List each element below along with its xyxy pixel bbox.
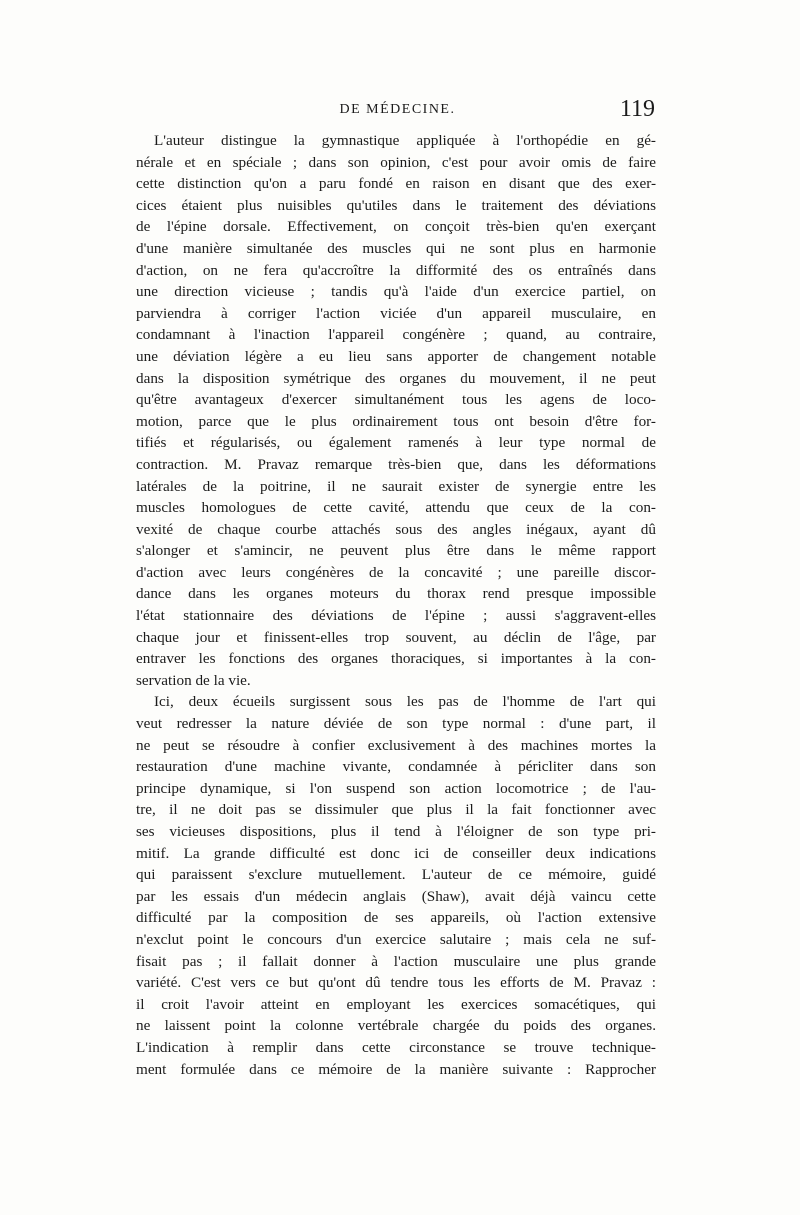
text-line: ne laissent point la colonne vertébrale chargée du poids des organes. xyxy=(136,1017,656,1035)
text-line: Ici, deux écueils surgissent sous les pas de l'homme de l'art qui xyxy=(154,693,656,711)
text-line: ne peut se résoudre à confier exclusivement à des machines mortes la xyxy=(136,736,656,754)
text-line: ment formulée dans ce mémoire de la manière suivante : Rapprocher xyxy=(136,1060,656,1078)
text-line: chaque jour et finissent-elles trop souvent, au déclin de l'âge, par xyxy=(136,628,656,646)
text-line: une déviation légère a eu lieu sans apporter de changement notable xyxy=(136,347,656,365)
text-line: motion, parce que le plus ordinairement tous ont besoin d'être for- xyxy=(136,412,656,430)
text-line: cette distinction qu'on a paru fondé en raison en disant que des exer- xyxy=(136,175,656,193)
text-line: contraction. M. Pravaz remarque très-bien que, dans les déformations xyxy=(136,455,656,473)
text-line: s'alonger et s'amincir, ne peuvent plus être dans le même rapport xyxy=(136,542,656,560)
text-line: dance dans les organes moteurs du thorax rend presque impossible xyxy=(136,585,656,603)
text-line: restauration d'une machine vivante, condamnée à péricliter dans son xyxy=(136,758,656,776)
text-line: d'action, on ne fera qu'accroître la difformité des os entraînés dans xyxy=(136,261,656,279)
text-line: variété. C'est vers ce but qu'ont dû tendre tous les efforts de M. Pravaz : xyxy=(136,974,656,992)
text-line: qui paraissent s'exclure mutuellement. L'auteur de ce mémoire, guidé xyxy=(136,866,656,884)
text-line: servation de la vie. xyxy=(136,671,251,689)
text-line: d'une manière simultanée des muscles qui ne sont plus en harmonie xyxy=(136,239,656,257)
text-line: parviendra à corriger l'action viciée d'un appareil musculaire, en xyxy=(136,304,656,322)
text-line: muscles homologues de cette cavité, attendu que ceux de la con- xyxy=(136,499,656,517)
text-line: L'indication à remplir dans cette circonstance se trouve technique- xyxy=(136,1038,656,1056)
text-line: tifiés et régularisés, ou également ramenés à leur type normal de xyxy=(136,434,656,452)
running-title: DE MÉDECINE. xyxy=(339,102,456,117)
text-line: principe dynamique, si l'on suspend son action locomotrice ; de l'au- xyxy=(136,779,656,797)
text-line: nérale et en spéciale ; dans son opinion, c'est pour avoir omis de faire xyxy=(136,153,656,171)
text-line: fisait pas ; il fallait donner à l'action musculaire une plus grande xyxy=(136,952,656,970)
text-line: mitif. La grande difficulté est donc ici de conseiller deux indications xyxy=(136,844,656,862)
text-line: veut redresser la nature déviée de son type normal : d'une part, il xyxy=(136,715,656,733)
text-line: L'auteur distingue la gymnastique appliquée à l'orthopédie en gé- xyxy=(154,132,656,149)
text-line: par les essais d'un médecin anglais (Shaw), avait déjà vaincu cette xyxy=(136,887,656,905)
text-line: entraver les fonctions des organes thoraciques, si importantes à la con- xyxy=(136,650,656,668)
text-line: ses vicieuses dispositions, plus il tend à l'éloigner de son type pri- xyxy=(136,823,656,840)
text-line: de l'épine dorsale. Effectivement, on conçoit très-bien qu'en exerçant xyxy=(136,218,656,236)
text-line: tre, il ne doit pas se dissimuler que plus il la fait fonctionner avec xyxy=(136,801,656,819)
text-line: vexité de chaque courbe attachés sous des angles inégaux, ayant dû xyxy=(136,520,656,538)
body-text xyxy=(136,130,656,1080)
text-line: dans la disposition symétrique des organes du mouvement, il ne peut xyxy=(136,369,656,387)
text-line: d'action avec leurs congénères de la concavité ; une pareille discor- xyxy=(136,563,656,581)
text-line: qu'être avantageux d'exercer simultanément tous les agens de loco- xyxy=(136,391,656,409)
text-line: une direction vicieuse ; tandis qu'à l'aide d'un exercice partiel, on xyxy=(136,283,656,301)
text-line: difficulté par la composition de ses appareils, où l'action extensive xyxy=(136,909,656,927)
text-line: il croit l'avoir atteint en employant les exercices somacétiques, qui xyxy=(136,995,656,1013)
text-line: n'exclut point le concours d'un exercice salutaire ; mais cela ne suf- xyxy=(136,930,656,948)
text-line: cices étaient plus nuisibles qu'utiles dans le traitement des déviations xyxy=(136,196,656,214)
text-line: l'état stationnaire des déviations de l'épine ; aussi s'aggravent-elles xyxy=(136,607,656,625)
text-line: latérales de la poitrine, il ne saurait exister de synergie entre les xyxy=(136,477,656,495)
page-number: 119 xyxy=(619,96,655,122)
running-header xyxy=(140,96,655,126)
text-line: condamnant à l'inaction l'appareil congénère ; quand, au contraire, xyxy=(136,326,656,344)
